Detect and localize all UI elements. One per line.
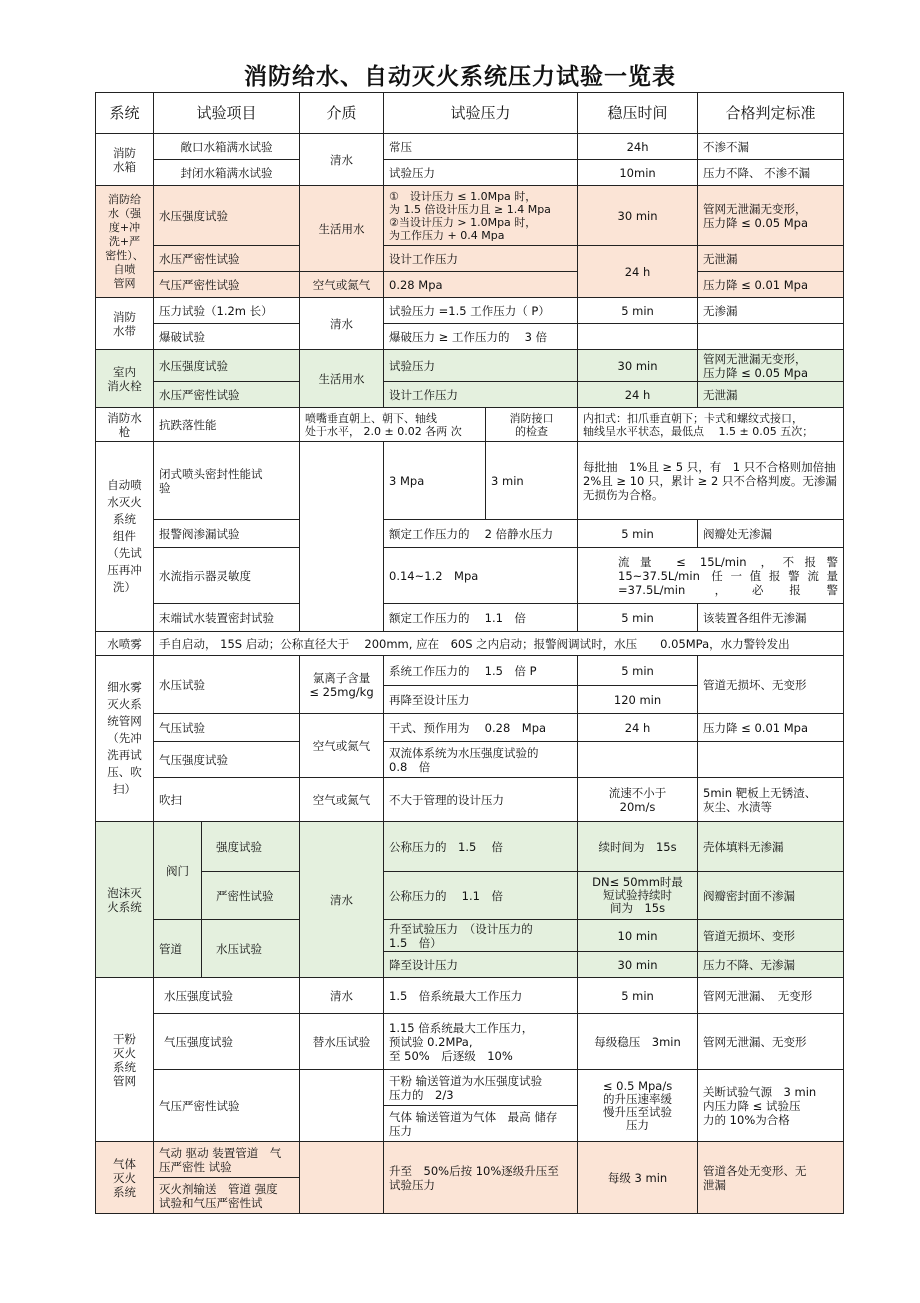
item-cell: 封闭水箱满水试验 [154, 160, 300, 186]
time-cell: 24h [578, 134, 698, 160]
criteria-cell: 压力降 ≤ 0.01 Mpa [698, 714, 844, 742]
time-cell: DN≤ 50mm时最 短试验持续时 间为 15s [578, 872, 698, 920]
time-cell: 每级 3 min [578, 1142, 698, 1214]
item-cell: 水流指示器灵敏度 [154, 548, 300, 604]
pressure-cell: 0.14~1.2 Mpa [384, 548, 578, 604]
criteria-cell: 每批抽 1%且 ≥ 5 只，有 1 只不合格则加倍抽 2%且 ≥ 10 只，累计 ≥ 2 只不合格判废。无渗漏无损伤为合格。 [578, 442, 844, 520]
item-cell: 水压严密性试验 [154, 246, 300, 272]
pressure-cell: 1.15 倍系统最大工作压力， 预试验 0.2MPa, 至 50% 后逐级 10% [384, 1014, 578, 1070]
table-row [96, 656, 844, 686]
time-cell: 10min [578, 160, 698, 186]
pressure-cell: 额定工作压力的 2 倍静水压力 [384, 520, 578, 548]
system-cell: 干粉 灭火 系统 管网 [96, 978, 154, 1142]
table-row [96, 714, 844, 742]
header-item: 试验项目 [154, 93, 300, 134]
system-cell: 自动喷 水灭火 系统 组件 （先试 压再冲 洗） [96, 442, 154, 632]
time-cell: 5 min [578, 604, 698, 632]
table-row [96, 442, 844, 520]
pressure-cell: 公称压力的 1.1 倍 [384, 872, 578, 920]
system-cell: 细水雾 灭火系 统管网 （先冲 洗再试 压、吹 扫） [96, 656, 154, 822]
time-cell: 30 min [578, 952, 698, 978]
header-system: 系统 [96, 93, 154, 134]
table-row [96, 246, 844, 272]
pressure-cell: 试验压力 =1.5 工作压力（ P） [384, 298, 578, 324]
pressure-cell: 不大于管理的设计压力 [384, 778, 578, 822]
spray-text: 手自启动， 15S 启动；公称直径大于 200mm, 应在 60S 之内启动；报警阀调试时，水压 0.05MPa，水力警铃发出 [154, 632, 844, 656]
table-row [96, 1014, 844, 1070]
criteria-cell [698, 324, 844, 350]
item-cell: 压力试验（1.2m 长） [154, 298, 300, 324]
pressure-cell: 试验压力 [384, 160, 578, 186]
criteria-cell: 阀瓣处无渗漏 [698, 520, 844, 548]
table-row [96, 324, 844, 350]
criteria-cell: 该装置各组件无渗漏 [698, 604, 844, 632]
pressure-cell: 设计工作压力 [384, 246, 578, 272]
criteria-cell: 5min 靶板上无锈渣、 灰尘、水渍等 [698, 778, 844, 822]
time-cell: 每级稳压 3min [578, 1014, 698, 1070]
medium-cell: 空气或氮气 [300, 714, 384, 778]
pressure-cell: 双流体系统为水压强度试验的 0.8 倍 [384, 742, 578, 778]
medium-cell: 氯离子含量 ≤ 25mg/kg [300, 656, 384, 714]
criteria-cell: 无泄漏 [698, 382, 844, 408]
header-time: 稳压时间 [578, 93, 698, 134]
table-row [96, 186, 844, 246]
time-cell: 3 min [486, 442, 578, 520]
medium-cell [300, 1070, 384, 1142]
criteria-cell: 管网无泄漏无变形， 压力降 ≤ 0.05 Mpa [698, 186, 844, 246]
pressure-cell: 1.5 倍系统最大工作压力 [384, 978, 578, 1014]
time-cell: 24 h [578, 714, 698, 742]
system-cell: 消防给 水（强 度+冲 洗+严 密性）、 自喷 管网 [96, 186, 154, 298]
medium-cell: 清水 [300, 298, 384, 350]
criteria-cell: 阀瓣密封面不渗漏 [698, 872, 844, 920]
system-cell: 泡沫灭 火系统 [96, 822, 154, 978]
item-cell: 吹扫 [154, 778, 300, 822]
item-cell: 水压严密性试验 [154, 382, 300, 408]
pressure-cell: 常压 [384, 134, 578, 160]
item-cell: 气压强度试验 [154, 742, 300, 778]
time-cell: 30 min [578, 350, 698, 382]
medium-cell: 清水 [300, 134, 384, 186]
time-cell: 续时间为 15s [578, 822, 698, 872]
medium-cell: 生活用水 [300, 350, 384, 408]
pressure-cell: 消防接口 的检查 [486, 408, 578, 442]
item-cell: 敞口水箱满水试验 [154, 134, 300, 160]
item-cell: 强度试验 [202, 822, 300, 872]
criteria-cell: 压力不降、 不渗不漏 [698, 160, 844, 186]
page-title: 消防给水、自动灭火系统压力试验一览表 [244, 64, 676, 90]
pressure-cell: 额定工作压力的 1.1 倍 [384, 604, 578, 632]
system-cell: 消防 水箱 [96, 134, 154, 186]
table-row [96, 604, 844, 632]
pressure-cell: 设计工作压力 [384, 382, 578, 408]
medium-cell: 清水 [300, 822, 384, 978]
table-row [96, 134, 844, 160]
pressure-cell: ① 设计压力 ≤ 1.0Mpa 时， 为 1.5 倍设计压力且 ≥ 1.4 Mpa ②当设计压力 > 1.0Mpa 时， 为工作压力 + 0.4 Mpa [384, 186, 578, 246]
header-pressure: 试验压力 [384, 93, 578, 134]
pressure-cell: 公称压力的 1.5 倍 [384, 822, 578, 872]
time-cell: ≤ 0.5 Mpa/s 的升压速率缓 慢升压至试验 压力 [578, 1070, 698, 1142]
table-row [96, 1142, 844, 1178]
pressure-cell: 降至设计压力 [384, 952, 578, 978]
item-cell: 爆破试验 [154, 324, 300, 350]
criteria-cell: 无渗漏 [698, 298, 844, 324]
criteria-cell: 压力不降、无渗漏 [698, 952, 844, 978]
time-cell: 流速不小于 20m/s [578, 778, 698, 822]
pressure-cell: 干式、预作用为 0.28 Mpa [384, 714, 578, 742]
criteria-cell [698, 742, 844, 778]
time-cell [578, 324, 698, 350]
criteria-cell: 内扣式：扣爪垂直朝下；卡式和螺纹式接口， 轴线呈水平状态，最低点 1.5 ± 0.05 五次； [578, 408, 844, 442]
pressure-cell: 3 Mpa [384, 442, 486, 520]
medium-cell: 空气或氮气 [300, 272, 384, 298]
pressure-cell: 气体 输送管道为气体 最高 储存 压力 [384, 1106, 578, 1142]
table-row [96, 822, 844, 872]
item-cell: 气动 驱动 装置管道 气 压严密性 试验 [154, 1142, 300, 1178]
pressure-cell: 爆破压力 ≥ 工作压力的 3 倍 [384, 324, 578, 350]
table-row [96, 350, 844, 382]
item-cell: 气压严密性试验 [154, 272, 300, 298]
time-cell: 30 min [578, 186, 698, 246]
header-row [96, 93, 844, 134]
item-cell: 闭式喷头密封性能试 验 [154, 442, 300, 520]
table-row [96, 920, 844, 952]
time-cell: 5 min [578, 298, 698, 324]
system-cell: 室内 消火栓 [96, 350, 154, 408]
pressure-cell: 试验压力 [384, 350, 578, 382]
time-cell: 24 h [578, 246, 698, 298]
table-row [96, 408, 844, 442]
table-row [96, 632, 844, 656]
criteria-cell: 关断试验气源 3 min 内压力降 ≤ 试验压 力的 10%为合格 [698, 1070, 844, 1142]
table-row [96, 1070, 844, 1106]
criteria-cell: 管道无损坏、无变形 [698, 656, 844, 714]
medium-cell: 生活用水 [300, 186, 384, 272]
time-cell: 5 min [578, 520, 698, 548]
criteria-cell: 管网无泄漏无变形， 压力降 ≤ 0.05 Mpa [698, 350, 844, 382]
medium-cell [300, 442, 384, 632]
item-cell: 气压试验 [154, 714, 300, 742]
pressure-cell: 干粉 输送管道为水压强度试验 压力的 2/3 [384, 1070, 578, 1106]
pressure-cell: 升至 50%后按 10%逐级升压至 试验压力 [384, 1142, 578, 1214]
criteria-cell: 管道各处无变形、无 泄漏 [698, 1142, 844, 1214]
item-cell: 气压严密性试验 [154, 1070, 300, 1142]
medium-cell: 清水 [300, 978, 384, 1014]
item-cell: 末端试水装置密封试验 [154, 604, 300, 632]
medium-cell: 喷嘴垂直朝上、朝下、轴线 处于水平， 2.0 ± 0.02 各两 次 [300, 408, 486, 442]
criteria-cell: 管道无损坏、变形 [698, 920, 844, 952]
table-row [96, 272, 844, 298]
system-cell: 消防 水带 [96, 298, 154, 350]
criteria-cell: 压力降 ≤ 0.01 Mpa [698, 272, 844, 298]
medium-cell [300, 1142, 384, 1214]
pressure-cell: 再降至设计压力 [384, 686, 578, 714]
time-cell: 5 min [578, 978, 698, 1014]
time-cell [578, 742, 698, 778]
table-row [96, 872, 844, 920]
time-cell: 120 min [578, 686, 698, 714]
item-cell: 气压强度试验 [154, 1014, 300, 1070]
pressure-cell: 0.28 Mpa [384, 272, 578, 298]
table-row [96, 382, 844, 408]
item-cell: 水压强度试验 [154, 350, 300, 382]
time-cell: 24 h [578, 382, 698, 408]
pressure-cell: 升至试验压力 （设计压力的 1.5 倍） [384, 920, 578, 952]
item-cell: 灭火剂输送 管道 强度 试验和气压严密性试 [154, 1178, 300, 1214]
table-row [96, 160, 844, 186]
system-cell: 气体 灭火 系统 [96, 1142, 154, 1214]
criteria-cell: 管网无泄漏、 无变形 [698, 978, 844, 1014]
pressure-test-table [95, 92, 848, 1214]
system-cell: 消防水 枪 [96, 408, 154, 442]
item-cell: 水压试验 [154, 656, 300, 714]
table-row [96, 548, 844, 604]
criteria-cell: 壳体填料无渗漏 [698, 822, 844, 872]
table-row [96, 978, 844, 1014]
criteria-cell: 流量 ≤ 15L/min ，不报警 15~37.5L/min 任一值报警流量 =37.5L/min ，必报警 [578, 548, 844, 604]
header-criteria: 合格判定标准 [698, 93, 844, 134]
item-cell: 抗跌落性能 [154, 408, 300, 442]
item-cell: 严密性试验 [202, 872, 300, 920]
header-medium: 介质 [300, 93, 384, 134]
time-cell: 5 min [578, 656, 698, 686]
time-cell: 10 min [578, 920, 698, 952]
table-row [96, 298, 844, 324]
criteria-cell: 无泄漏 [698, 246, 844, 272]
table-row [96, 520, 844, 548]
table-row [96, 778, 844, 822]
criteria-cell: 管网无泄漏、无变形 [698, 1014, 844, 1070]
system-cell: 水喷雾 [96, 632, 154, 656]
pipe-cell: 管道 [154, 920, 202, 978]
item-cell: 水压强度试验 [154, 978, 300, 1014]
valve-cell: 阀门 [154, 822, 202, 920]
medium-cell: 空气或氮气 [300, 778, 384, 822]
item-cell: 水压试验 [202, 920, 300, 978]
item-cell: 报警阀渗漏试验 [154, 520, 300, 548]
criteria-cell: 不渗不漏 [698, 134, 844, 160]
medium-cell: 替水压试验 [300, 1014, 384, 1070]
item-cell: 水压强度试验 [154, 186, 300, 246]
pressure-cell: 系统工作压力的 1.5 倍 P [384, 656, 578, 686]
table-row [96, 742, 844, 778]
